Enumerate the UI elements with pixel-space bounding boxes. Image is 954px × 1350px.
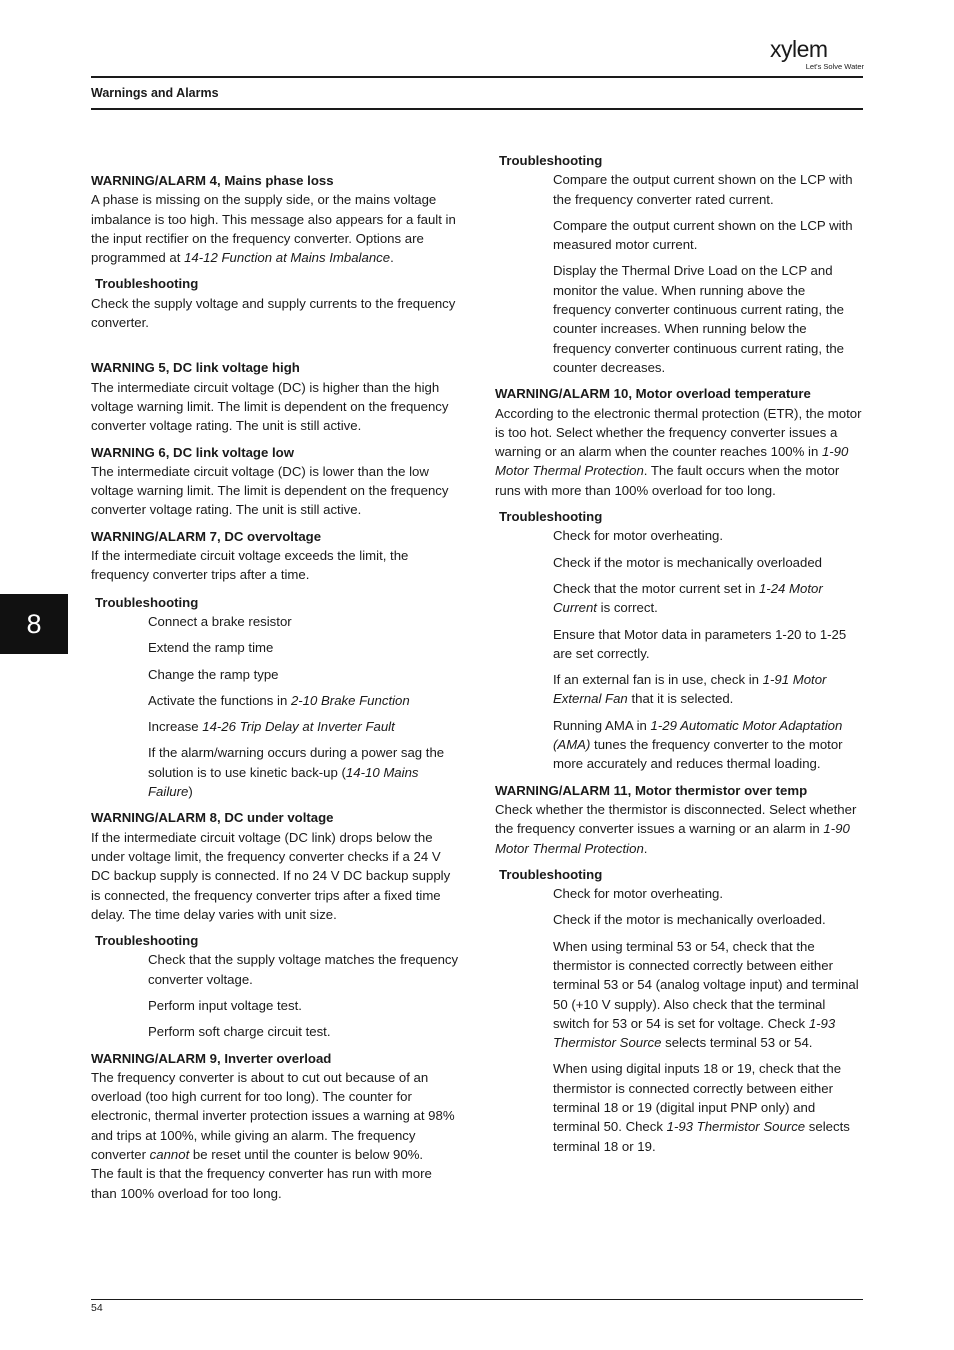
troubleshooting-label: Troubleshooting bbox=[499, 153, 603, 168]
troubleshooting-step: Increase 14-26 Trip Delay at Inverter Fault bbox=[148, 719, 395, 735]
troubleshooting-step: When using digital inputs 18 or 19, check that the thermistor is connected correctly between either terminal 18 or 19 (digital input PNP only) and terminal 50. Check 1-93 Thermistor Source selects terminal 18 or 19. bbox=[553, 1061, 850, 1154]
troubleshooting-step: Extend the ramp time bbox=[148, 640, 274, 656]
troubleshooting-step: Display the Thermal Drive Load on the LCP and monitor the value. When running above the frequency converter continuous current rating, the counter increases. When running below the frequency converter continuous current rating, the counter decreases. bbox=[553, 263, 845, 375]
troubleshooting-step: If an external fan is in use, check in 1-91 Motor External Fan that it is selected. bbox=[553, 672, 827, 707]
section-heading: WARNING/ALARM 10, Motor overload temperature bbox=[495, 386, 811, 402]
brand-tagline: Let's Solve Water bbox=[805, 62, 864, 71]
section-heading: WARNING/ALARM 7, DC overvoltage bbox=[91, 528, 322, 544]
troubleshooting-list bbox=[495, 170, 863, 377]
section-heading: WARNING/ALARM 8, DC under voltage bbox=[91, 810, 334, 826]
troubleshooting-step: Check if the motor is mechanically overloaded. bbox=[553, 912, 826, 928]
page-number: 54 bbox=[91, 1302, 103, 1314]
troubleshooting-list bbox=[91, 950, 459, 1041]
troubleshooting-step: Connect a brake resistor bbox=[148, 613, 292, 629]
troubleshooting-step: Activate the functions in 2-10 Brake Function bbox=[148, 692, 410, 708]
troubleshooting-step: If the alarm/warning occurs during a power sag the solution is to use kinetic back-up (14-10 Mains Failure) bbox=[148, 745, 445, 800]
section-body-continued: The fault is that the frequency converter has run with more than 100% overload for too long. bbox=[91, 1166, 432, 1201]
troubleshooting-step: Ensure that Motor data in parameters 1-20 to 1-25 are set correctly. bbox=[553, 626, 847, 661]
troubleshooting-label: Troubleshooting bbox=[95, 276, 199, 292]
section-body: If the intermediate circuit voltage exceeds the limit, the frequency converter trips after a time. bbox=[91, 548, 409, 583]
troubleshooting-step: Running AMA in 1-29 Automatic Motor Adaptation (AMA) tunes the frequency converter to the motor more accurately and reduces thermal loading. bbox=[553, 717, 843, 772]
left-column bbox=[91, 171, 459, 1203]
footer-rule bbox=[91, 1299, 863, 1300]
section-body: A phase is missing on the supply side, or the mains voltage imbalance is too high. This message also appears for a fault in the input rectifier on the frequency converter. Options are programmed at 14-12 Function at Mains Imbalance. bbox=[91, 192, 456, 266]
troubleshooting-list bbox=[495, 884, 863, 1156]
section-heading: WARNING/ALARM 9, Inverter overload bbox=[91, 1050, 332, 1066]
header-rule-bottom bbox=[91, 108, 863, 110]
section-body: The frequency converter is about to cut out because of an overload (too high current for too long). The counter for electronic, thermal inverter protection issues a warning at 98% and trips at 100%, while giving an alarm. The frequency converter cannot be reset until the counter is below 90%. bbox=[91, 1069, 455, 1163]
troubleshooting-step: When using terminal 53 or 54, check that the thermistor is connected correctly between either terminal 53 or 54 (analog voltage input) and terminal 50 (+10 V supply). Also check that the terminal switch for 53 or 54 is set for voltage. Check 1-93 Thermistor Source selects terminal 53 or 54. bbox=[553, 938, 859, 1051]
troubleshooting-label: Troubleshooting bbox=[499, 866, 603, 882]
section-body: According to the electronic thermal protection (ETR), the motor is too hot. Select whether the frequency converter issues a warning or an alarm when the counter reaches 100% in 1-90 Motor Thermal Protection. The fault occurs when the motor runs with more than 100% overload for too long. bbox=[495, 405, 862, 498]
brand-name: xylem bbox=[770, 36, 828, 62]
troubleshooting-step: Change the ramp type bbox=[148, 666, 279, 682]
troubleshooting-step: Compare the output current shown on the LCP with the frequency converter rated current. bbox=[553, 172, 853, 207]
section-body: Check whether the thermistor is disconnected. Select whether the frequency converter issues a warning or an alarm in 1-90 Motor Thermal Protection. bbox=[495, 801, 857, 856]
section-heading: WARNING 5, DC link voltage high bbox=[91, 360, 300, 376]
section-heading: WARNING 6, DC link voltage low bbox=[91, 444, 294, 460]
section-heading: WARNING/ALARM 4, Mains phase loss bbox=[91, 173, 334, 188]
section-title: Warnings and Alarms bbox=[91, 86, 219, 100]
section-body: The intermediate circuit voltage (DC) is higher than the high voltage warning limit. The limit is dependent on the frequency converter voltage rating. The unit is still active. bbox=[91, 379, 449, 434]
troubleshooting-step: Compare the output current shown on the LCP with measured motor current. bbox=[553, 217, 853, 253]
right-column bbox=[495, 151, 863, 1163]
troubleshooting-list bbox=[91, 612, 459, 801]
troubleshooting-step: Check for motor overheating. bbox=[553, 886, 724, 902]
troubleshooting-label: Troubleshooting bbox=[499, 509, 603, 525]
troubleshooting-step: Check that the motor current set in 1-24 Motor Current is correct. bbox=[553, 580, 823, 616]
troubleshooting-step: Perform soft charge circuit test. bbox=[148, 1024, 331, 1040]
troubleshooting-step: Perform input voltage test. bbox=[148, 997, 302, 1013]
section-body: The intermediate circuit voltage (DC) is lower than the low voltage warning limit. The limit is dependent on the frequency converter voltage rating. The unit is still active. bbox=[91, 463, 449, 518]
troubleshooting-step: Check if the motor is mechanically overloaded bbox=[553, 554, 823, 570]
header-rule-top bbox=[91, 76, 863, 78]
troubleshooting-label: Troubleshooting bbox=[95, 594, 199, 610]
troubleshooting-body: Check the supply voltage and supply currents to the frequency converter. bbox=[91, 295, 456, 331]
xylem-logo bbox=[770, 36, 864, 72]
troubleshooting-label: Troubleshooting bbox=[95, 933, 199, 949]
section-body: If the intermediate circuit voltage (DC link) drops below the under voltage limit, the frequency converter checks if a 24 V DC backup supply is connected. If no 24 V DC backup supply is connected, the frequency converter trips after a fixed time delay. The time delay varies with unit size. bbox=[91, 829, 451, 922]
troubleshooting-step: Check for motor overheating. bbox=[553, 528, 724, 544]
troubleshooting-list bbox=[495, 526, 863, 773]
section-heading: WARNING/ALARM 11, Motor thermistor over temp bbox=[495, 782, 808, 798]
chapter-tab: 8 bbox=[0, 594, 68, 654]
troubleshooting-step: Check that the supply voltage matches the frequency converter voltage. bbox=[148, 952, 459, 987]
